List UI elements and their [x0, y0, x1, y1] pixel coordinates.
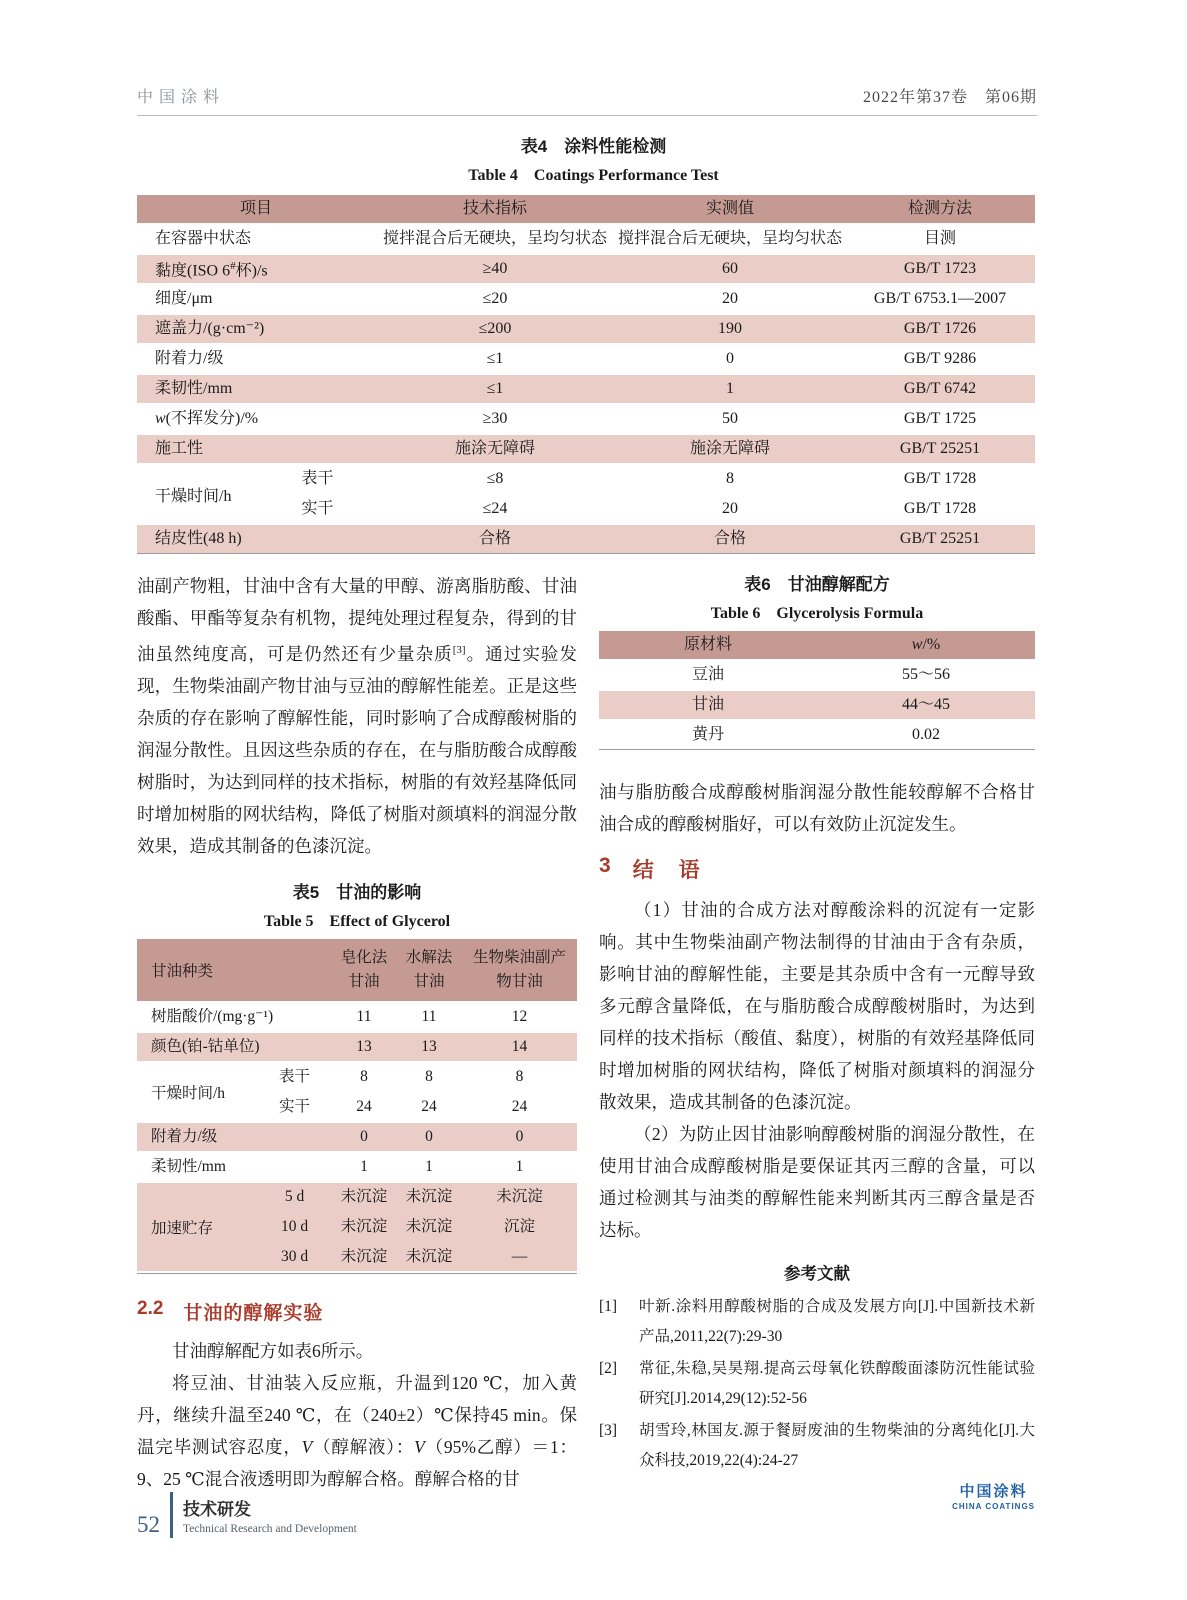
table4-header-row [137, 195, 1035, 223]
item-superscript: # [230, 260, 236, 273]
row-label: 柔韧性/mm [151, 1157, 226, 1175]
table6-title-en: Table 6 Glycerolysis Formula [710, 605, 924, 622]
row-item: 施工性 [155, 440, 204, 457]
paragraph-text: （95%乙醇）＝1：9、25 ℃混合液透明即为醇解合格。醇解合格的甘 [137, 1436, 578, 1489]
row-item: 遮盖力/(g·cm⁻²) [155, 320, 265, 337]
footer-section-en: Technical Research and Development [183, 1523, 357, 1535]
row-value: 0 [726, 350, 734, 367]
right-column [599, 570, 1035, 1511]
row-value: 施涂无障碍 [689, 440, 770, 457]
table4-header-item: 项目 [239, 200, 272, 217]
table-row-group-drytime [137, 1063, 577, 1121]
row-value: 20 [722, 290, 738, 307]
row-spec: 合格 [478, 530, 511, 547]
group-label: 加速贮存 [151, 1219, 214, 1237]
section-3-heading [599, 854, 1035, 884]
item-text: 黏度(ISO 6 [155, 262, 231, 280]
row-method: 目测 [923, 230, 956, 247]
reference-text: 常征,朱稳,吴昊翔.提高云母氧化铁醇酸面漆防沉性能试验研究[J].2014,29(12):52-56 [639, 1360, 1035, 1407]
body-paragraph: （1）甘油的合成方法对醇酸涂料的沉淀有一定影响。其中生物柴油副产物法制得的甘油由于含有杂质，影响甘油的醇解性能，主要是其杂质中含有一元醇导致多元醇含量降低，在与脂肪酸合成醇酸树脂时，为达到同样的技术指标（酸值、黏度），树脂的有效羟基降低同时增加树脂的网状结构，降低了树脂对颜填料的润湿分散效果，造成其制备的色漆沉淀。 [599, 900, 1035, 1112]
table4-header-value: 实测值 [705, 200, 754, 217]
table-row [137, 285, 1035, 313]
table5-title-en: Table 5 Effect of Glycerol [263, 912, 451, 930]
row-method: GB/T 1728 [903, 470, 977, 487]
section-number: 2.2 [137, 1297, 164, 1319]
table6-header-row [599, 631, 1035, 659]
table-row-group-accelerated-storage [137, 1183, 577, 1271]
journal-name: 中国涂料 [137, 89, 226, 106]
table-subrow: 5 d 未沉淀 未沉淀 未沉淀 [257, 1183, 577, 1211]
table-row [599, 661, 1035, 689]
table-row [137, 405, 1035, 433]
logo-text-en: CHINA COATINGS [952, 1502, 1035, 1511]
paragraph-text: 将豆油、甘油装入反应瓶，升温到120 ℃，加入黄丹，继续升温至240 ℃，在（240±2）℃保持45 min。保温完毕测试容忍度， [137, 1372, 577, 1457]
paragraph-text: 油副产物粗，甘油中含有大量的甲醇、游离脂肪酸、甘油酸酯、甲酯等复杂有机物，提纯处理过程复杂，得到的甘油虽然纯度高，可是仍然还有少量杂质 [137, 576, 577, 664]
subrow-label: 表干 [301, 470, 334, 487]
table6-header-w: w/% [911, 636, 941, 653]
row-item [137, 252, 375, 285]
row-value: 50 [722, 410, 738, 427]
section-number: 3 [599, 854, 611, 877]
page-footer [137, 1492, 357, 1538]
row-spec: ≤20 [482, 290, 508, 307]
row-label: 黄丹 [691, 726, 724, 743]
page-header [0, 0, 1187, 115]
table-row: 附着力/级 0 0 0 [137, 1123, 577, 1151]
row-value: 0.02 [912, 726, 940, 743]
row-method: GB/T 1726 [903, 320, 977, 337]
body-paragraph: 油与脂肪酸合成醇酸树脂润湿分散性能较醇解不合格甘油合成的醇酸树脂好，可以有效防止沉淀发生。 [599, 782, 1035, 834]
table-row: 柔韧性/mm 1 1 1 [137, 1153, 577, 1181]
row-label: 甘油 [691, 696, 724, 713]
table-subrow: 实干 24 24 24 [257, 1093, 577, 1121]
row-value: 60 [722, 260, 738, 277]
variable-italic: V [414, 1436, 425, 1457]
row-label: 附着力/级 [151, 1127, 218, 1145]
row-item [137, 405, 375, 433]
table5-header-label: 甘油种类 [151, 962, 214, 980]
body-paragraph: 甘油醇解配方如表6所示。 [172, 1340, 374, 1361]
row-label: 树脂酸价/(mg·g⁻¹) [151, 1007, 274, 1025]
row-label: 颜色(铂-钴单位) [151, 1037, 260, 1055]
row-spec: 搅拌混合后无硬块，呈均匀状态 [382, 230, 607, 247]
row-method: GB/T 1725 [903, 410, 977, 427]
table-subrow [260, 465, 1035, 493]
reference-item [599, 1416, 1035, 1476]
table4 [137, 195, 1035, 554]
table-row [137, 225, 1035, 253]
row-spec: ≤200 [478, 320, 512, 337]
table4-title-zh: 表4 涂料性能检测 [520, 137, 667, 156]
item-italic: w [155, 410, 166, 427]
paragraph-text: （醇解液）： [312, 1436, 415, 1457]
left-column [137, 570, 577, 1511]
row-item: 在容器中状态 [155, 230, 252, 247]
variable-italic: V [301, 1436, 313, 1457]
row-item: 附着力/级 [155, 350, 224, 367]
row-item: 细度/μm [155, 290, 213, 307]
table-row [137, 315, 1035, 343]
table6-header-material: 原材料 [683, 636, 732, 653]
row-value: 190 [718, 320, 742, 337]
row-method: GB/T 25251 [899, 530, 981, 547]
body-paragraph [137, 1367, 577, 1495]
subrow-label: 实干 [301, 500, 334, 517]
issue-info: 2022年第37卷 第06期 [862, 89, 1037, 106]
table-row [599, 721, 1035, 749]
row-method: GB/T 1723 [903, 260, 977, 277]
table5-title-zh: 表5 甘油的影响 [292, 882, 422, 902]
reference-text: 胡雪玲,林国友.源于餐厨废油的生物柴油的分离纯化[J].大众科技,2019,22(4):24-27 [639, 1422, 1035, 1469]
reference-number: [1] [599, 1298, 618, 1315]
section-2-2-heading [137, 1298, 577, 1325]
row-label: 豆油 [691, 666, 724, 683]
reference-number: [2] [599, 1360, 618, 1377]
subrow-label: 实干 [278, 1097, 310, 1115]
table5 [137, 939, 577, 1274]
reference-text: 叶新.涂料用醇酸树脂的合成及发展方向[J].中国新技术新产品,2011,22(7):29-30 [639, 1298, 1035, 1345]
table-row-group-drytime [137, 465, 1035, 523]
row-value: 20 [722, 500, 738, 517]
section-title: 甘油的醇解实验 [183, 1302, 324, 1324]
two-column-body [137, 570, 1037, 1511]
row-item: 结皮性(48 h) [155, 530, 242, 547]
body-paragraph: （2）为防止因甘油影响醇酸树脂的润湿分散性，在使用甘油合成醇酸树脂是要保证其丙三醇的含量，可以通过检测其与油类的醇解性能来判断其丙三醇含量是否达标。 [599, 1124, 1035, 1240]
table-row: 颜色(铂-钴单位) 13 13 14 [137, 1033, 577, 1061]
reference-number: [3] [599, 1422, 618, 1439]
row-value: 8 [726, 470, 734, 487]
row-method: GB/T 9286 [903, 350, 977, 367]
row-value: 搅拌混合后无硬块，呈均匀状态 [617, 230, 842, 247]
row-item: 柔韧性/mm [155, 380, 233, 397]
row-method: GB/T 6753.1—2007 [873, 290, 1007, 307]
subrow-label: 5 d [284, 1187, 305, 1205]
row-value: 55～56 [901, 666, 950, 683]
row-spec: ≤1 [486, 350, 504, 367]
table-subrow: 10 d 未沉淀 未沉淀 沉淀 [257, 1213, 577, 1241]
table6-title-zh: 表6 甘油醇解配方 [744, 575, 890, 594]
group-label: 干燥时间/h [155, 487, 232, 505]
item-text: 杯)/s [235, 262, 268, 280]
subrow-label: 10 d [280, 1217, 309, 1235]
table4-header-spec: 技术指标 [462, 200, 527, 217]
page-number: 52 [137, 1512, 160, 1537]
table-row [137, 255, 1035, 283]
table-row [137, 345, 1035, 373]
table-subrow [260, 495, 1035, 523]
reference-item [599, 1292, 1035, 1352]
table4-title-en: Table 4 Coatings Performance Test [468, 167, 719, 184]
table-row [137, 525, 1035, 553]
table6 [599, 631, 1035, 750]
references-title: 参考文献 [784, 1265, 850, 1283]
row-method: GB/T 6742 [903, 380, 977, 397]
row-value: 合格 [713, 530, 746, 547]
row-spec: ≤1 [486, 380, 504, 397]
table5-header-col2: 水解法 甘油 [405, 948, 453, 990]
subrow-label: 表干 [278, 1067, 310, 1085]
header-rule [137, 115, 1037, 116]
subrow-label: 30 d [280, 1247, 309, 1265]
table5-header-col1: 皂化法 甘油 [340, 948, 388, 990]
row-spec: ≥30 [482, 410, 508, 427]
row-value: 1 [726, 380, 734, 397]
row-value: 44～45 [901, 696, 950, 713]
row-spec: ≥40 [482, 260, 508, 277]
logo-text-zh: 中国涂料 [959, 1483, 1028, 1500]
section-title: 结 语 [632, 859, 702, 882]
footer-section-zh: 技术研发 [183, 1500, 251, 1519]
row-spec: ≤8 [486, 470, 504, 487]
reference-item [599, 1354, 1035, 1414]
row-spec: ≤24 [482, 500, 508, 517]
table-row [137, 375, 1035, 403]
row-method: GB/T 25251 [899, 440, 981, 457]
body-paragraph [137, 570, 577, 862]
citation-superscript: [3] [452, 644, 466, 656]
footer-divider-bar [170, 1492, 173, 1538]
table-subrow: 表干 8 8 8 [257, 1063, 577, 1091]
row-method: GB/T 1728 [903, 500, 977, 517]
table-row [599, 691, 1035, 719]
table4-header-method: 检测方法 [907, 200, 972, 217]
row-spec: 施涂无障碍 [454, 440, 535, 457]
group-label: 干燥时间/h [151, 1084, 226, 1102]
table5-header-col3: 生物柴油副产 物甘油 [472, 948, 566, 990]
table-row [137, 435, 1035, 463]
paragraph-text: 。通过实验发现，生物柴油副产物甘油与豆油的醇解性能差。正是这些杂质的存在影响了醇解性能，同时影响了合成醇酸树脂的润湿分散性。且因这些杂质的存在，在与脂肪酸合成醇酸树脂时，为达到同样的技术指标，树脂的有效羟基降低同时增加树脂的网状结构，降低了树脂对颜填料的润湿分散效果，造成其制备的色漆沉淀。 [137, 643, 577, 856]
table-subrow: 30 d 未沉淀 未沉淀 — [257, 1243, 577, 1271]
table5-header-row [137, 939, 577, 1001]
item-text: (不挥发分)/% [165, 410, 259, 427]
china-coatings-logo [952, 1480, 1035, 1511]
table-row: 树脂酸价/(mg·g⁻¹) 11 11 12 [137, 1003, 577, 1031]
